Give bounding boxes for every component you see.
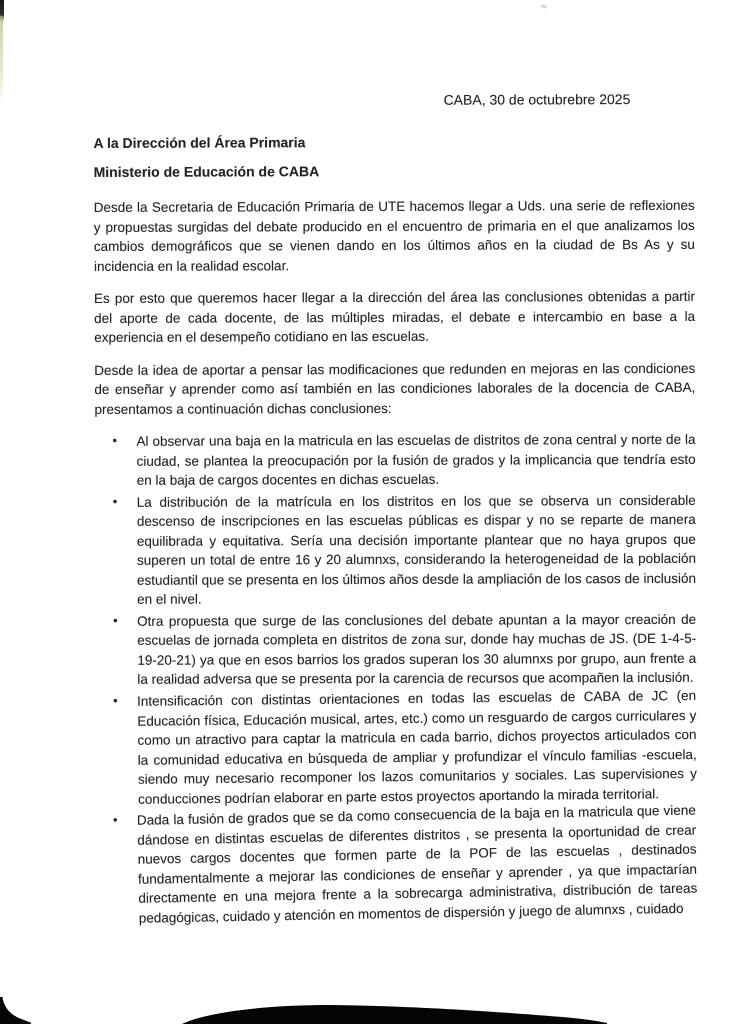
recipient-line: A la Dirección del Área Primaria (93, 134, 306, 151)
scan-artifact-bottom-shadow (0, 954, 732, 1024)
paragraph-intro: Desde la Secretaria de Educación Primaria de UTE hacemos llegar a Uds. una serie de reflexiones y propuestas surgidas del debate producido en el encuentro de primaria en el que analizamos los cambios demográficos que se vienen dando en los últimos años en la ciudad de Bs As y su incidencia en la realidad escolar. (93, 197, 695, 274)
ministry-line: Ministerio de Educación de CABA (93, 163, 320, 180)
paragraph-lead-in: Desde la idea de aportar a pensar las modificaciones que redunden en mejoras en las condiciones de enseñar y aprender como así también en las condiciones laborales de la docencia de CABA, presentamos a continuación dichas conclusiones: (94, 360, 696, 417)
list-item-fusion-grados: • Dada la fusión de grados que se da como consecuencia de la baja en la matricula que viene dándose en distintas escuelas de diferentes distritos , se presenta la oportunidad de crear nuevos cargos docentes que formen parte de la POF de las escuelas , destinados fundamentalmente a mejorar las condiciones de enseñar y aprender , ya que impactarían directamente en una mejora frente a la sobrecarga administrativa, distribución de tareas pedagógicas, cuidado y atención en momentos de dispersión y juego de alumnxs , cuidado (137, 800, 698, 927)
scan-artifact-bottom-center-blob (182, 1005, 607, 1024)
list-item-jornada-completa: • Otra propuesta que surge de las conclusiones del debate apuntan a la mayor creación de escuelas de jornada completa en distritos de zona sur, donde hay muchas de JS. (DE 1-4-5-19-20-21) ya que en esos barrios los grados superan los 30 alumnxs por grupo, aun frente a la realidad adversa que se presenta por la carencia de recursos que acompañen la inclusión. (137, 609, 696, 689)
conclusions-list (95, 430, 698, 928)
list-item-intensificacion: • Intensificación con distintas orientaciones en todas las escuelas de CABA de JC (en Educación física, Educación musical, artes, etc.) como un resguardo de cargos curriculares y como un atractivo para captar la matricula en cada barrio, dichos proyectos articulados con la comunidad educativa en búsqueda de ampliar y profundizar el vínculo familias -escuela, siendo muy necesario recomponer los lazos comunitarios y sociales. Las supervisiones y conducciones podrían elaborar en parte estos proyectos aportando la mirada territorial. (137, 685, 697, 808)
scan-artifact-bottom-left-corner (0, 997, 31, 1024)
paragraph-purpose: Es por esto que queremos hacer llegar a la dirección del área las conclusiones obtenidas a partir del aporte de cada docente, de las múltiples miradas, el debate e intercambio en base a la experiencia en el desempeño cotidiano en las escuelas. (94, 288, 696, 345)
list-item-distribucion-matricula: • La distribución de la matrícula en los distritos en los que se observa un considerable descenso de inscripciones en las escuelas públicas es dispar y no se reparte de manera equilibrada y equitativa. Sería una decisión importante plantear que no haya grupos que superen un total de entre 16 y 20 alumnxs, considerando la heterogeneidad de la población estudiantil que se presenta en los últimos años desde la ampliación de los casos de inclusión en el nivel. (137, 490, 696, 609)
list-item-matricula-baja: • Al observar una baja en la matricula en las escuelas de distritos de zona central y norte de la ciudad, se plantea la preocupación por la fusión de grados y la implicancia que tendría esto en la baja de cargos docentes en dichas escuelas. (137, 430, 696, 490)
date-line: CABA, 30 de octubrebre 2025 (443, 91, 631, 108)
